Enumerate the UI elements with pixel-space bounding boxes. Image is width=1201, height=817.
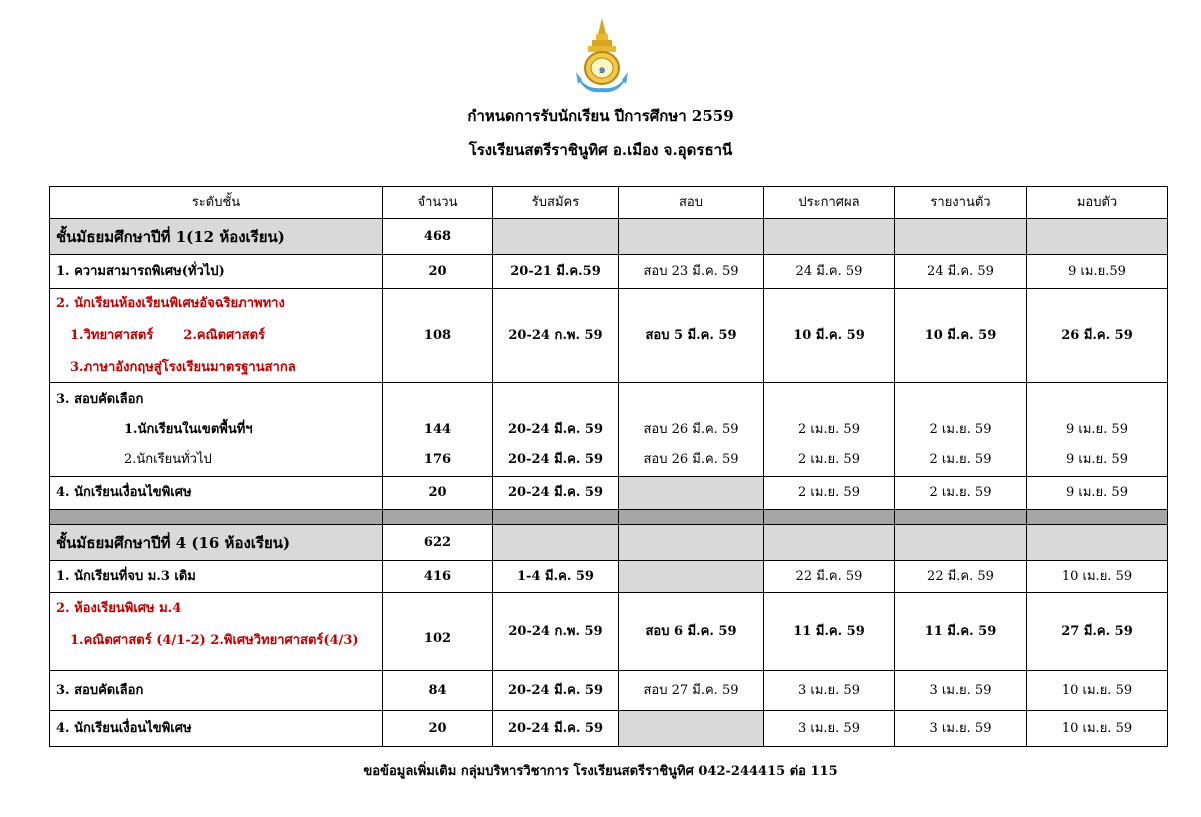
row-label: 2. ห้องเรียนพิเศษ ม.4 1.คณิตศาสตร์ (4/1-2) 2.พิเศษวิทยาศาสตร์(4/3) bbox=[50, 593, 383, 671]
row-report: 10 มี.ค. 59 bbox=[895, 289, 1027, 383]
row-report: 2 เม.ย. 59 2 เม.ย. 59 bbox=[895, 383, 1027, 477]
school-crest-icon bbox=[572, 16, 632, 96]
table-row bbox=[50, 383, 1168, 477]
table-row bbox=[50, 255, 1168, 289]
section-divider bbox=[50, 510, 1168, 525]
section-heading: ชั้นมัธยมศึกษาปีที่ 1(12 ห้องเรียน) bbox=[50, 219, 383, 255]
row-label: 3. สอบคัดเลือก bbox=[50, 671, 383, 711]
row-exam: สอบ 5 มี.ค. 59 bbox=[619, 289, 764, 383]
row-announce: 10 มี.ค. 59 bbox=[764, 289, 895, 383]
col-header-report: รายงานตัว bbox=[895, 187, 1027, 219]
table-row bbox=[50, 593, 1168, 671]
row-report: 22 มี.ค. 59 bbox=[895, 561, 1027, 593]
row-enroll: 9 เม.ย.59 bbox=[1027, 255, 1168, 289]
col-header-announce: ประกาศผล bbox=[764, 187, 895, 219]
col-header-count: จำนวน bbox=[383, 187, 493, 219]
row-report: 3 เม.ย. 59 bbox=[895, 671, 1027, 711]
row-report: 24 มี.ค. 59 bbox=[895, 255, 1027, 289]
row-label: 1. นักเรียนที่จบ ม.3 เดิม bbox=[50, 561, 383, 593]
row-apply: 20-21 มี.ค.59 bbox=[493, 255, 619, 289]
row-count: 108 bbox=[383, 289, 493, 383]
table-row bbox=[50, 561, 1168, 593]
row-exam: สอบ 23 มี.ค. 59 bbox=[619, 255, 764, 289]
table-row bbox=[50, 289, 1168, 383]
row-label: 2. นักเรียนห้องเรียนพิเศษอัจฉริยภาพทาง 1.วิทยาศาสตร์ 2.คณิตศาสตร์ 3.ภาษาอังกฤษสู่โรงเรียนมาตรฐานสากล bbox=[50, 289, 383, 383]
row-count: 20 bbox=[383, 477, 493, 510]
row-enroll: 26 มี.ค. 59 bbox=[1027, 289, 1168, 383]
row-apply: 1-4 มี.ค. 59 bbox=[493, 561, 619, 593]
row-report: 11 มี.ค. 59 bbox=[895, 593, 1027, 671]
row-announce: 2 เม.ย. 59 bbox=[764, 477, 895, 510]
row-enroll: 27 มี.ค. 59 bbox=[1027, 593, 1168, 671]
row-announce: 3 เม.ย. 59 bbox=[764, 711, 895, 747]
section-heading: ชั้นมัธยมศึกษาปีที่ 4 (16 ห้องเรียน) bbox=[50, 525, 383, 561]
row-enroll: 9 เม.ย. 59 bbox=[1027, 477, 1168, 510]
row-label: 3. สอบคัดเลือก 1.นักเรียนในเขตพื้นที่ฯ 2.นักเรียนทั่วไป bbox=[50, 383, 383, 477]
row-count: 416 bbox=[383, 561, 493, 593]
row-apply: 20-24 ก.พ. 59 bbox=[493, 593, 619, 671]
table-header-row bbox=[50, 187, 1168, 219]
row-announce: 3 เม.ย. 59 bbox=[764, 671, 895, 711]
section-row-m4 bbox=[50, 525, 1168, 561]
row-apply: 20-24 มี.ค. 59 bbox=[493, 477, 619, 510]
contact-footer: ขอข้อมูลเพิ่มเติม กลุ่มบริหารวิชาการ โรงเรียนสตรีราชินูทิศ 042-244415 ต่อ 115 bbox=[363, 764, 838, 779]
row-enroll: 9 เม.ย. 59 9 เม.ย. 59 bbox=[1027, 383, 1168, 477]
row-enroll: 10 เม.ย. 59 bbox=[1027, 711, 1168, 747]
row-enroll: 10 เม.ย. 59 bbox=[1027, 671, 1168, 711]
section-row-m1 bbox=[50, 219, 1168, 255]
section-total: 468 bbox=[383, 219, 493, 255]
row-exam bbox=[619, 561, 764, 593]
col-header-apply: รับสมัคร bbox=[493, 187, 619, 219]
col-header-level: ระดับชั้น bbox=[50, 187, 383, 219]
row-exam: สอบ 27 มี.ค. 59 bbox=[619, 671, 764, 711]
row-exam bbox=[619, 477, 764, 510]
row-count: 20 bbox=[383, 711, 493, 747]
row-exam: สอบ 6 มี.ค. 59 bbox=[619, 593, 764, 671]
row-count: 20 bbox=[383, 255, 493, 289]
row-count: 102 bbox=[383, 593, 493, 671]
row-report: 3 เม.ย. 59 bbox=[895, 711, 1027, 747]
row-label: 4. นักเรียนเงื่อนไขพิเศษ bbox=[50, 711, 383, 747]
table-row bbox=[50, 711, 1168, 747]
row-count: 144 176 bbox=[383, 383, 493, 477]
row-report: 2 เม.ย. 59 bbox=[895, 477, 1027, 510]
table-row bbox=[50, 477, 1168, 510]
row-announce: 2 เม.ย. 59 2 เม.ย. 59 bbox=[764, 383, 895, 477]
row-enroll: 10 เม.ย. 59 bbox=[1027, 561, 1168, 593]
col-header-exam: สอบ bbox=[619, 187, 764, 219]
section-total: 622 bbox=[383, 525, 493, 561]
row-label: 4. นักเรียนเงื่อนไขพิเศษ bbox=[50, 477, 383, 510]
row-announce: 11 มี.ค. 59 bbox=[764, 593, 895, 671]
row-announce: 24 มี.ค. 59 bbox=[764, 255, 895, 289]
page-title: กำหนดการรับนักเรียน ปีการศึกษา 2559 bbox=[467, 107, 734, 125]
row-exam: สอบ 26 มี.ค. 59 สอบ 26 มี.ค. 59 bbox=[619, 383, 764, 477]
row-apply: 20-24 มี.ค. 59 bbox=[493, 671, 619, 711]
row-apply: 20-24 ก.พ. 59 bbox=[493, 289, 619, 383]
col-header-enroll: มอบตัว bbox=[1027, 187, 1168, 219]
school-name: โรงเรียนสตรีราชินูทิศ อ.เมือง จ.อุดรธานี bbox=[468, 141, 733, 159]
row-apply: 20-24 มี.ค. 59 bbox=[493, 711, 619, 747]
row-label: 1. ความสามารถพิเศษ(ทั่วไป) bbox=[50, 255, 383, 289]
row-announce: 22 มี.ค. 59 bbox=[764, 561, 895, 593]
row-count: 84 bbox=[383, 671, 493, 711]
admission-schedule-table bbox=[49, 186, 1168, 747]
row-exam bbox=[619, 711, 764, 747]
row-apply: 20-24 มี.ค. 59 20-24 มี.ค. 59 bbox=[493, 383, 619, 477]
svg-text:๑: ๑ bbox=[598, 62, 606, 76]
table-row bbox=[50, 671, 1168, 711]
